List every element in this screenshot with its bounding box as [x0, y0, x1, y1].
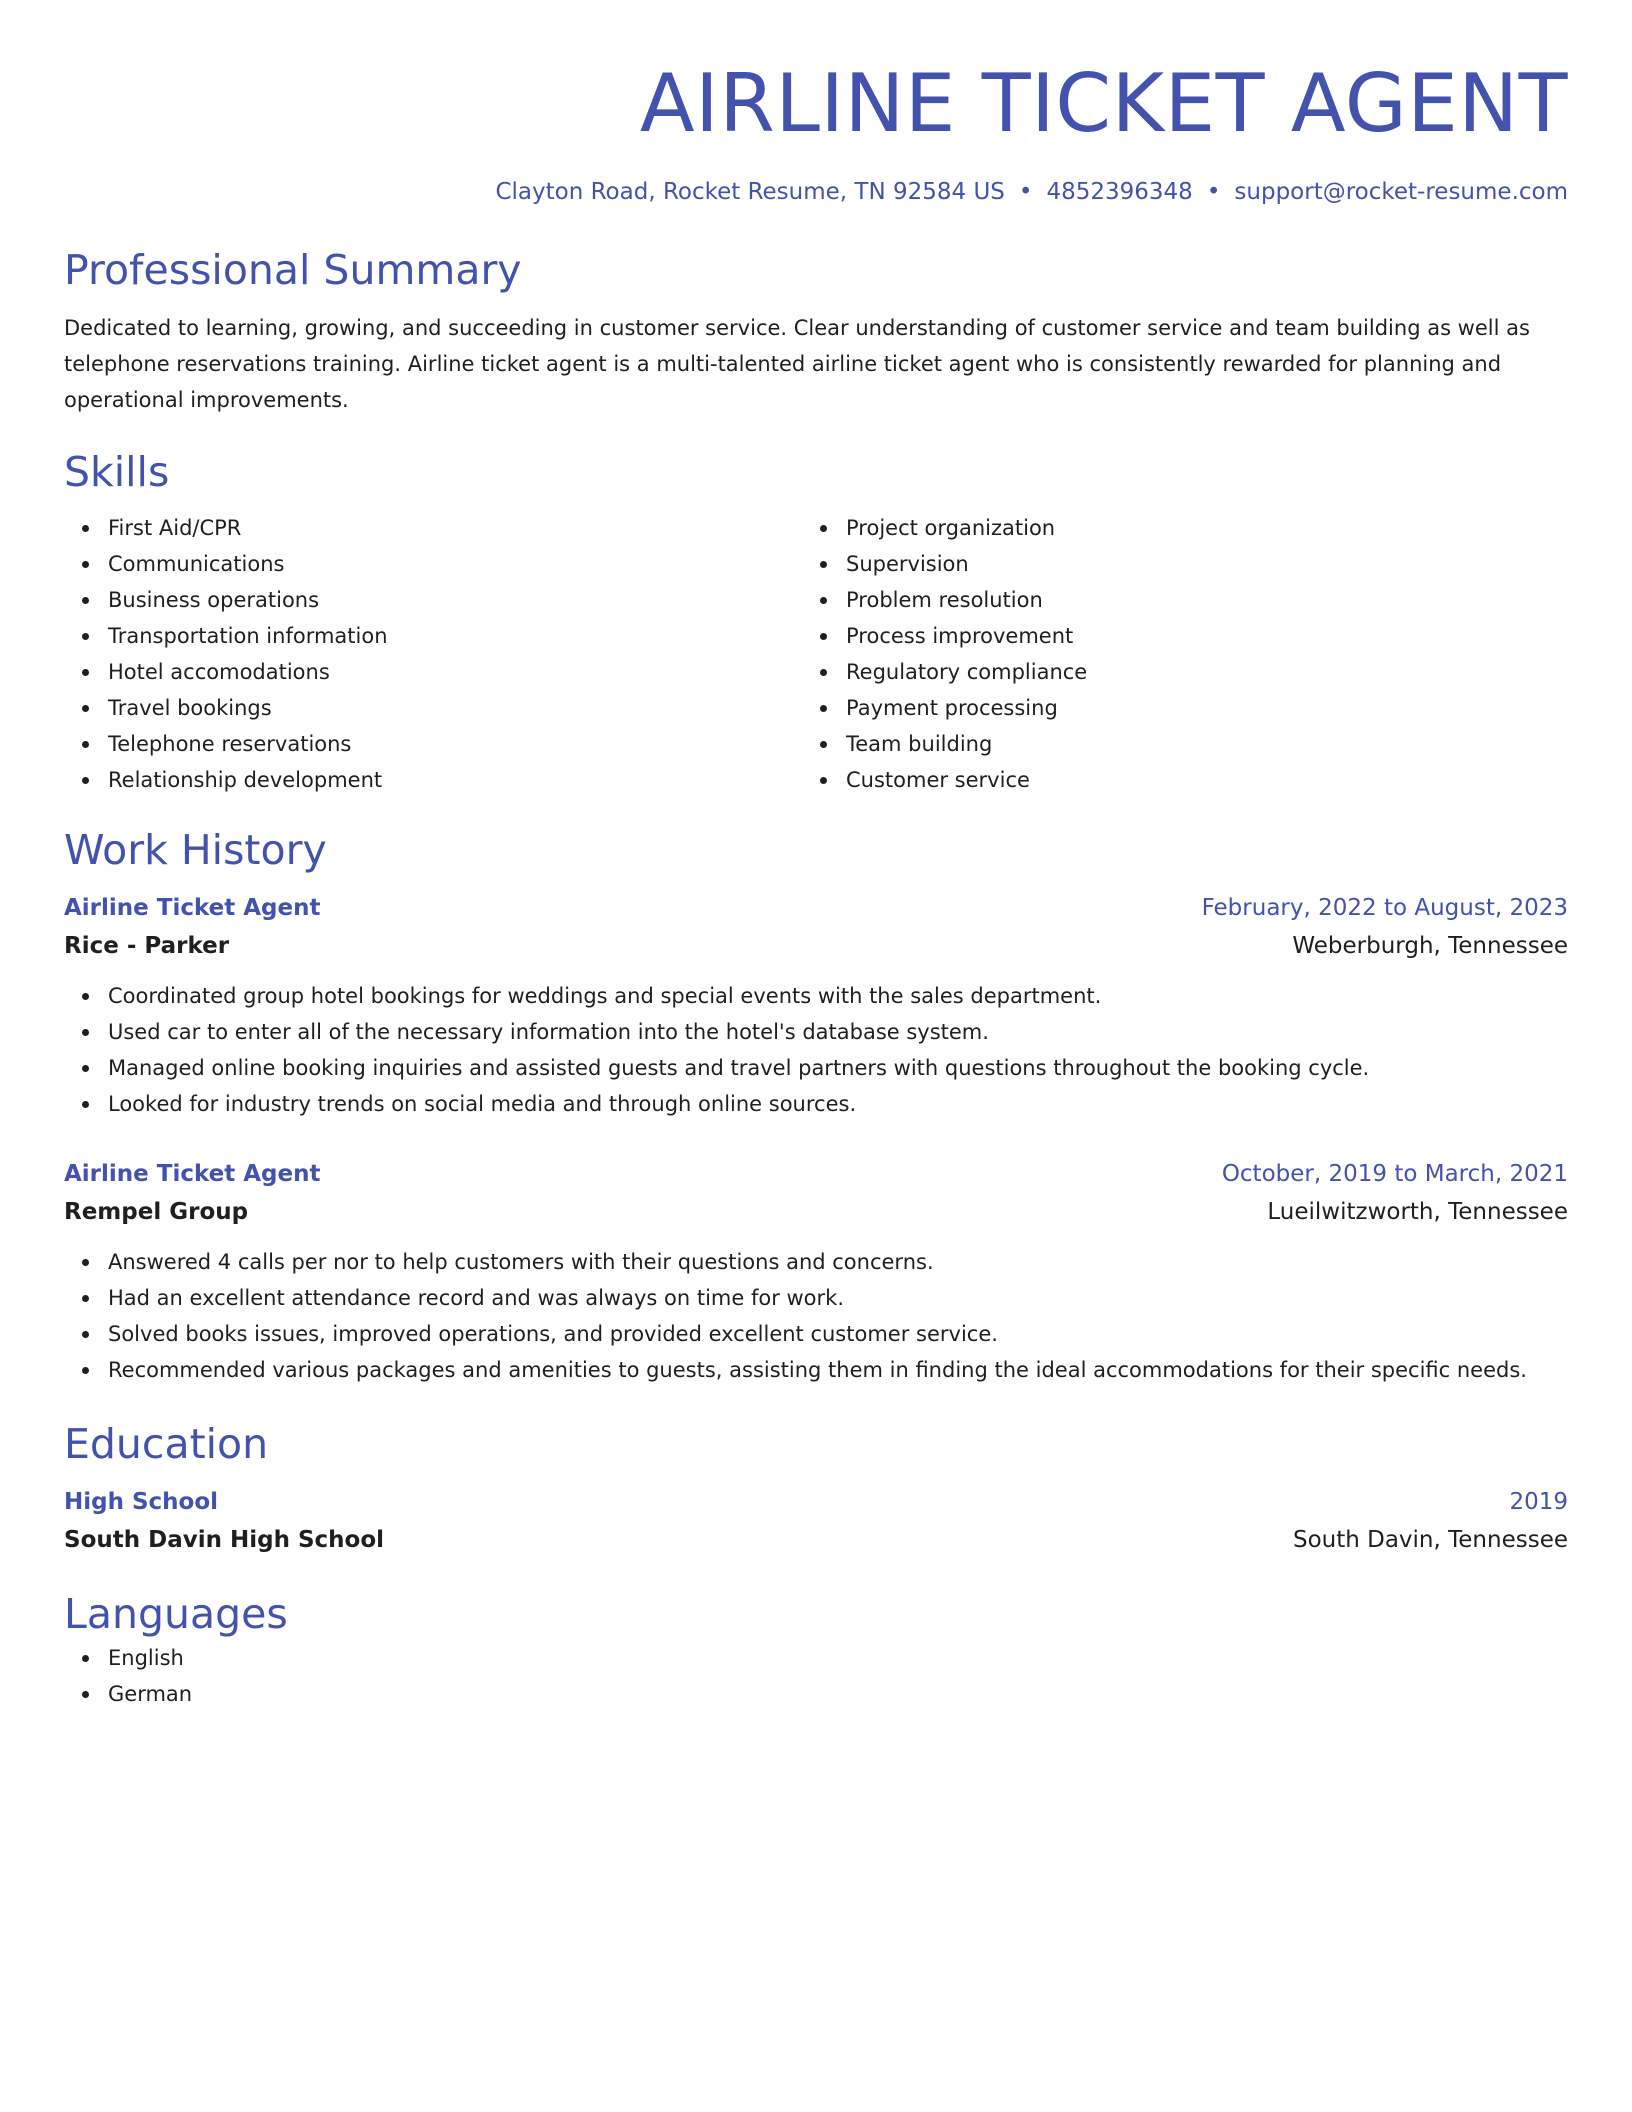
job-entry — [64, 890, 1568, 1122]
job-bullets — [64, 1244, 1568, 1388]
job-bullet: Used car to enter all of the necessary information into the hotel's database system. — [108, 1014, 1568, 1050]
skill-item: Project organization — [846, 510, 1540, 546]
education-school-row — [64, 1520, 1568, 1560]
job-company-row — [64, 1192, 1568, 1232]
job-bullet: Answered 4 calls per nor to help customers with their questions and concerns. — [108, 1244, 1568, 1280]
summary-text: Dedicated to learning, growing, and succeeding in customer service. Clear understanding of customer service and team building as well as telephone reservations training. Airline ticket agent is a multi-talented airline ticket agent who is consistently rewarded for planning and operational improvements. — [64, 316, 1530, 412]
skills-list-left — [64, 510, 802, 798]
skill-item: Regulatory compliance — [846, 654, 1540, 690]
education-location: South Davin, Tennessee — [1292, 1527, 1568, 1553]
education-year: 2019 — [1509, 1489, 1568, 1515]
skill-item: Supervision — [846, 546, 1540, 582]
skill-item: Telephone reservations — [108, 726, 802, 762]
job-dates: February, 2022 to August, 2023 — [1201, 895, 1568, 921]
skills-column-right — [802, 510, 1540, 798]
education-heading: Education — [64, 1420, 269, 1468]
job-dates: October, 2019 to March, 2021 — [1221, 1161, 1568, 1187]
skills-heading: Skills — [64, 448, 170, 496]
education-degree-row — [64, 1484, 1568, 1520]
work-history-heading: Work History — [64, 826, 327, 874]
skill-item: Team building — [846, 726, 1540, 762]
skill-item: Business operations — [108, 582, 802, 618]
skill-item: Relationship development — [108, 762, 802, 798]
job-company: Rempel Group — [64, 1199, 249, 1225]
contact-address: Clayton Road, Rocket Resume, TN 92584 US — [495, 179, 1005, 205]
skill-item: Problem resolution — [846, 582, 1540, 618]
language-item: German — [108, 1676, 1568, 1712]
skill-item: Process improvement — [846, 618, 1540, 654]
job-location: Lueilwitzworth, Tennessee — [1267, 1199, 1568, 1225]
skill-item: Travel bookings — [108, 690, 802, 726]
languages-heading: Languages — [64, 1590, 288, 1638]
job-bullet: Solved books issues, improved operations, and provided excellent customer service. — [108, 1316, 1568, 1352]
contact-separator: • — [1018, 179, 1033, 205]
job-title-row — [64, 1156, 1568, 1192]
languages-list — [64, 1640, 1568, 1712]
job-company: Rice - Parker — [64, 933, 230, 959]
contact-line — [64, 176, 1568, 208]
job-bullet: Recommended various packages and amenities to guests, assisting them in finding the ideal accommodations for their specific needs. — [108, 1352, 1568, 1388]
language-item: English — [108, 1640, 1568, 1676]
contact-separator: • — [1206, 179, 1221, 205]
job-location: Weberburgh, Tennessee — [1292, 933, 1568, 959]
skills-list-right — [802, 510, 1540, 798]
summary-heading: Professional Summary — [64, 246, 522, 294]
job-title: Airline Ticket Agent — [64, 1161, 321, 1187]
skill-item: Communications — [108, 546, 802, 582]
education-degree: High School — [64, 1489, 219, 1515]
skills-columns — [64, 510, 1568, 798]
contact-email[interactable]: support@rocket-resume.com — [1234, 179, 1568, 205]
skill-item: Customer service — [846, 762, 1540, 798]
skill-item: Payment processing — [846, 690, 1540, 726]
resume-header — [64, 56, 1568, 208]
skills-column-left — [64, 510, 802, 798]
skill-item: First Aid/CPR — [108, 510, 802, 546]
job-title: Airline Ticket Agent — [64, 895, 321, 921]
skill-item: Hotel accomodations — [108, 654, 802, 690]
job-bullet: Managed online booking inquiries and assisted guests and travel partners with questions throughout the booking cycle. — [108, 1050, 1568, 1086]
job-entry — [64, 1156, 1568, 1388]
contact-phone: 4852396348 — [1046, 179, 1193, 205]
job-bullet: Looked for industry trends on social media and through online sources. — [108, 1086, 1568, 1122]
job-company-row — [64, 926, 1568, 966]
skill-item: Transportation information — [108, 618, 802, 654]
candidate-name: AIRLINE TICKET AGENT — [639, 57, 1568, 150]
job-title-row — [64, 890, 1568, 926]
job-bullet: Coordinated group hotel bookings for weddings and special events with the sales department. — [108, 978, 1568, 1014]
education-school: South Davin High School — [64, 1527, 385, 1553]
job-bullet: Had an excellent attendance record and was always on time for work. — [108, 1280, 1568, 1316]
education-entry — [64, 1484, 1568, 1560]
job-bullets — [64, 978, 1568, 1122]
